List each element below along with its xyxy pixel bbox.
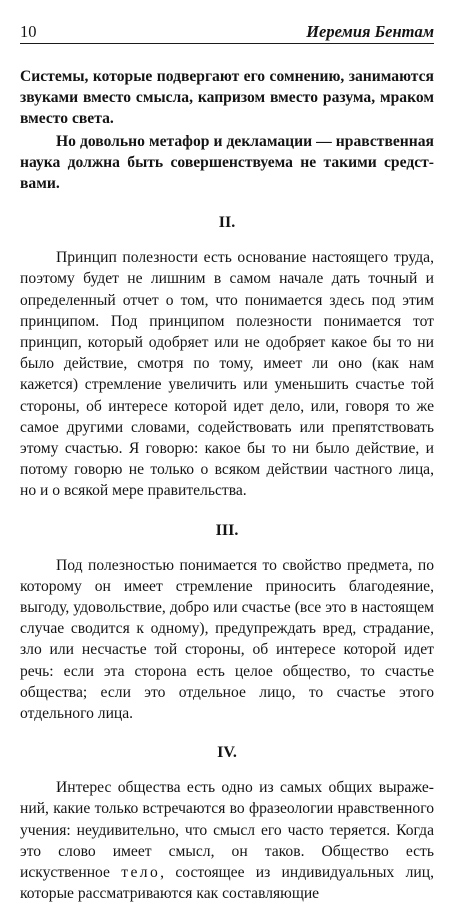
section-heading-ii: II. — [218, 214, 236, 232]
running-header — [20, 14, 434, 44]
section-heading-iv: IV. — [217, 744, 237, 762]
section-heading-iii: III. — [215, 521, 239, 539]
paragraph-interest-of-community — [20, 777, 434, 904]
paragraph-principle-of-utility: Принцип полезности есть основание настоящего труда, поэтому будет не лишним в самом начале дать точный и определенный отчет о том, что понимается здесь под этим принципом. Под принципом полезности понимается тот принцип, который одобряет или не одобряет какое бы то ни было действие, смотря по тому, имеет ли оно (как нам кажется) стремление увеличить или уменьшить счастье той стороны, об интересе которой идет дело, или, говоря то же самое другими словами, содействовать или препятствовать этому счастью. Я говорю: какое бы то ни было действие, и потому говорю не только о всяком действии частного лица, но и о всякой мере правительства. — [20, 249, 434, 500]
body-text — [20, 54, 434, 905]
paragraph-continuation: Системы, которые подвергают его сомнению, занимаются звуками вместо смысла, капризом вместо разума, мраком вместо света. — [20, 68, 434, 128]
paragraph-metaphors: Но довольно метафор и декламации — нравственная наука должна быть совершенствуема не такими средствами. — [20, 132, 434, 193]
spaced-emphasis-word: тело — [121, 864, 161, 882]
paragraph-text-segment: Интерес общества есть одно из самых общих выражений, какие только встречаются во фразеологии нравственного учения: неудивительно, что смысл его часто теряется. Когда это слово имеет смысл, он таков. Общество есть искуственное — [20, 779, 434, 882]
running-head-author: Иеремия Бентам — [306, 21, 434, 41]
page-number: 10 — [20, 21, 37, 41]
paragraph-text-segment: , состоящее из индивидуальных лиц, которые рассматриваются как составляющие — [20, 864, 434, 903]
paragraph-definition-of-utility: Под полезностью понимается то свойство предмета, по которому он имеет стремление приносить благодеяние, выгоду, удовольствие, добро или счастье (все это в настоящем случае сводится к одному), предупреждать вред, страдание, зло или несчастье той стороны, об интересе которой идет речь: если эта сторона есть целое общество, то счастье общества; если это отдельное лицо, то счастье этого отдельного лица. — [20, 556, 434, 723]
